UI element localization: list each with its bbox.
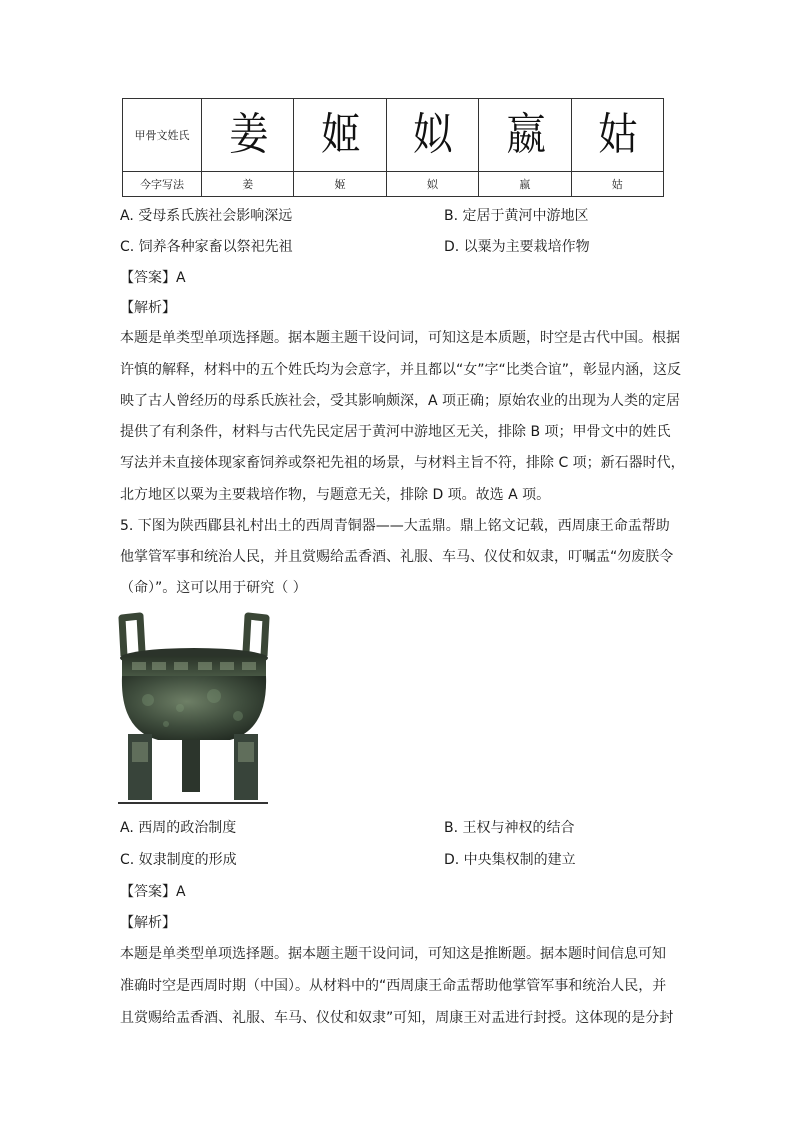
oracle-glyph-cell [479, 99, 571, 172]
q4-option-d: D. 以粟为主要栽培作物 [444, 239, 590, 255]
modern-char-cell: 姒 [386, 172, 478, 197]
q5-analysis-line: 准确时空是西周时期（中国）。从材料中的“西周康王命盂帮助他掌管军事和统治人民，并 [120, 978, 667, 994]
modern-char-cell: 姑 [571, 172, 663, 197]
oracle-glyph-cell [386, 99, 478, 172]
image-baseline [118, 802, 268, 804]
q4-analysis-line: 映了古人曾经历的母系氏族社会，受其影响颇深，A 项正确；原始农业的出现为人类的定居 [120, 393, 681, 409]
q4-analysis-line: 许慎的解释，材料中的五个姓氏均为会意字，并且都以“女”字“比类合谊”，彰显内涵，这反 [120, 362, 682, 378]
q5-analysis-line: 本题是单类型单项选择题。据本题主题干设问词，可知这是推断题。据本题时间信息可知 [120, 946, 666, 962]
q5-analysis-line: 且赏赐给盂香酒、礼服、车马、仪仗和奴隶”可知，周康王对盂进行封授。这体现的是分封 [120, 1010, 674, 1026]
q4-analysis-line: 写法并未直接体现家畜饲养或祭祀先祖的场景，与材料主旨不符，排除 C 项；新石器时代， [120, 455, 685, 471]
oracle-glyph-cell [571, 99, 663, 172]
q4-analysis-line: 本题是单类型单项选择题。据本题主题干设问词，可知这是本质题，时空是古代中国。根据 [120, 330, 680, 346]
q5-option-c: C. 奴隶制度的形成 [120, 852, 237, 868]
q5-option-a: A. 西周的政治制度 [120, 820, 237, 836]
q5-stem-line: 5. 下图为陕西郿县礼村出土的西周青铜器——大盂鼎。鼎上铭文记载，西周康王命盂帮助 [120, 518, 670, 534]
da-yu-ding-image [118, 612, 270, 806]
oracle-glyph-cell [202, 99, 294, 172]
oracle-glyph-cell [294, 99, 386, 172]
oracle-glyph-si: 姒 [413, 109, 452, 160]
table-row [123, 99, 664, 172]
q5-option-d: D. 中央集权制的建立 [444, 852, 576, 868]
modern-char-cell: 姬 [294, 172, 386, 197]
q5-analysis-heading: 【解析】 [120, 915, 176, 931]
q4-option-b: B. 定居于黄河中游地区 [444, 208, 589, 224]
oracle-glyph-ying: 嬴 [505, 109, 544, 160]
modern-char-cell: 姜 [202, 172, 294, 197]
q4-analysis-line: 提供了有利条件，材料与古代先民定居于黄河中游地区无关，排除 B 项；甲骨文中的姓氏 [120, 424, 671, 440]
oracle-glyph-jiang: 姜 [228, 109, 267, 160]
q5-stem-line: 他掌管军事和统治人民，并且赏赐给盂香酒、礼服、车马、仪仗和奴隶，叮嘱盂“勿废朕令 [120, 549, 674, 565]
q4-analysis-line: 北方地区以粟为主要栽培作物，与题意无关，排除 D 项。故选 A 项。 [120, 487, 551, 503]
q4-option-a: A. 受母系氏族社会影响深远 [120, 208, 293, 224]
modern-char-cell: 嬴 [479, 172, 571, 197]
q4-answer: 【答案】A [120, 270, 186, 286]
oracle-glyph-gu: 姑 [598, 109, 637, 160]
q4-analysis-heading: 【解析】 [120, 300, 176, 316]
row-header-modern: 今字写法 [123, 172, 202, 197]
row-header-oracle: 甲骨文姓氏 [123, 99, 202, 172]
oracle-glyph-ji: 姬 [321, 109, 359, 160]
q5-stem-line: （命）”。这可以用于研究（ ） [120, 580, 307, 596]
oracle-bone-surname-table [122, 98, 664, 197]
q4-option-c: C. 饲养各种家畜以祭祀先祖 [120, 239, 293, 255]
table-row [123, 172, 664, 197]
q5-answer: 【答案】A [120, 884, 186, 900]
bronze-ding-drawing [118, 612, 270, 806]
q5-option-b: B. 王权与神权的结合 [444, 820, 575, 836]
